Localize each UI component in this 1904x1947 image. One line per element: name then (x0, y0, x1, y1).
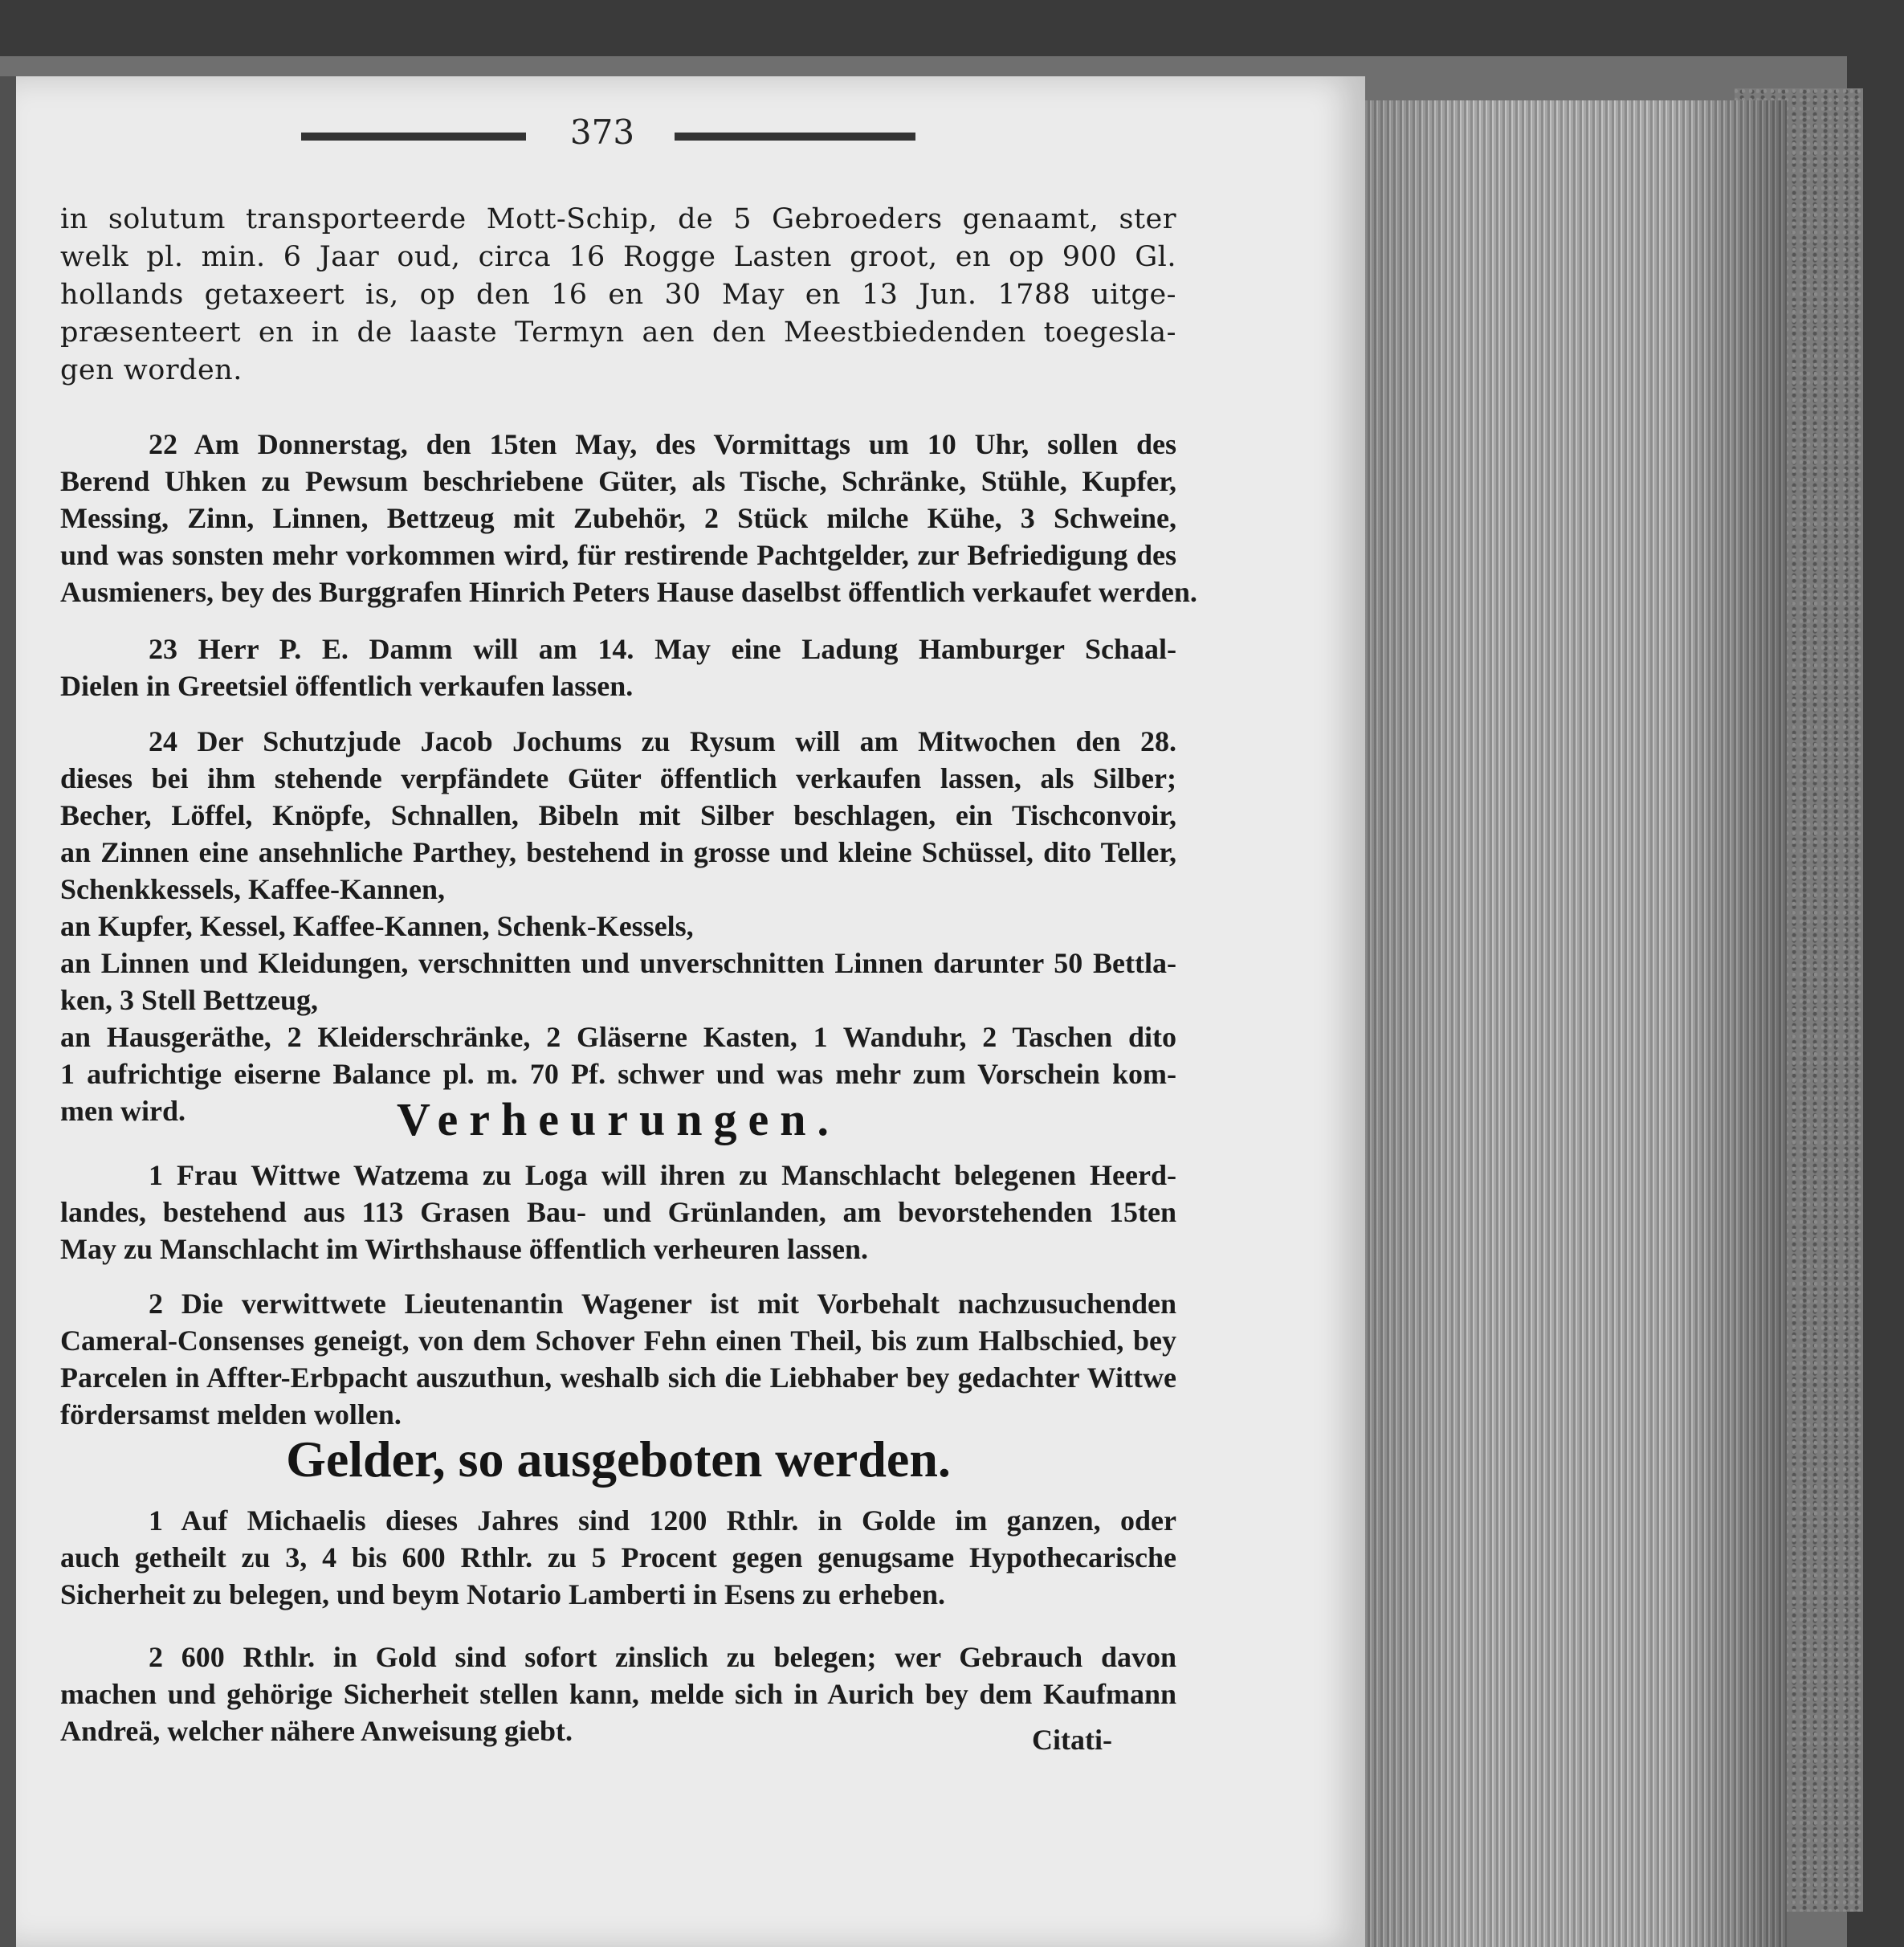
text-line: welk pl. min. 6 Jaar oud, circa 16 Rogge Lasten groot, en op 900 Gl. (60, 241, 1176, 273)
text-line: Andreä, welcher nähere Anweisung giebt. (60, 1715, 573, 1747)
text-line: dieses bei ihm stehende verpfändete Güter öffentlich verkaufen lassen, als Silber; (60, 762, 1176, 794)
text-line: May zu Manschlacht im Wirthshause öffentlich verheuren lassen. (60, 1233, 868, 1265)
text-line: 1 Auf Michaelis dieses Jahres sind 1200 Rthlr. in Golde im ganzen, oder (149, 1504, 1176, 1537)
text-line: Dielen in Greetsiel öffentlich verkaufen lassen. (60, 670, 634, 702)
lease-notice-2 (60, 1285, 1176, 1433)
lease-notice-1 (60, 1157, 1176, 1267)
text-line: an Zinnen eine ansehnliche Parthey, bestehend in grosse und kleine Schüssel, dito Teller, (60, 836, 1176, 868)
text-line: 23 Herr P. E. Damm will am 14. May eine Ladung Hamburger Schaal- (149, 633, 1176, 665)
text-line: hollands getaxeert is, op den 16 en 30 May en 13 Jun. 1788 uitge- (60, 279, 1176, 311)
catchword: Citati- (1032, 1724, 1112, 1756)
text-line: 24 Der Schutzjude Jacob Jochums zu Rysum will am Mitwochen den 28. (149, 725, 1176, 757)
text-line: Becher, Löffel, Knöpfe, Schnallen, Bibeln mit Silber beschlagen, ein Tischconvoir, (60, 799, 1176, 831)
continued-paragraph (60, 201, 1176, 390)
header-rule-left (301, 133, 526, 141)
page-block-shadow (1329, 100, 1787, 1947)
text-line: men wird. (60, 1095, 186, 1127)
section-heading-verheurungen: Verheurungen. (396, 1093, 841, 1145)
page-number: 373 (569, 112, 635, 152)
text-line: 1 Frau Wittwe Watzema zu Loga will ihren zu Manschlacht belegenen Heerd- (149, 1159, 1176, 1191)
money-notice-2 (60, 1639, 1176, 1749)
text-line: 1 aufrichtige eiserne Balance pl. m. 70 Pf. schwer und was mehr zum Vorschein kom- (60, 1058, 1176, 1090)
text-line: 2 Die verwittwete Lieutenantin Wagener ist mit Vorbehalt nachzusuchenden (149, 1288, 1176, 1320)
text-line: Sicherheit zu belegen, und beym Notario Lamberti in Esens zu erheben. (60, 1578, 945, 1610)
text-line: an Linnen und Kleidungen, verschnitten und unverschnitten Linnen darunter 50 Bettla- (60, 947, 1176, 979)
text-line: machen und gehörige Sicherheit stellen kann, melde sich in Aurich bey dem Kaufmann (60, 1678, 1176, 1710)
text-line: landes, bestehend aus 113 Grasen Bau- und Grünlanden, am bevorstehenden 15ten (60, 1196, 1176, 1228)
text-line: præsenteert en in de laaste Termyn aen den Meestbiedenden toegesla- (60, 316, 1176, 349)
text-line: in solutum transporteerde Mott-Schip, de 5 Gebroeders genaamt, ster (60, 203, 1176, 235)
text-line: fördersamst melden wollen. (60, 1398, 402, 1431)
text-line: und was sonsten mehr vorkommen wird, für restirende Pachtgelder, zur Befriedigung des (60, 539, 1176, 571)
section-heading-gelder: Gelder, so ausgeboten werden. (286, 1431, 951, 1488)
text-line: Berend Uhken zu Pewsum beschriebene Güter, als Tische, Schränke, Stühle, Kupfer, (60, 465, 1176, 497)
text-line: Ausmieners, bey des Burggrafen Hinrich Peters Hause daselbst öffentlich verkaufet werden. (60, 576, 1197, 608)
text-line: auch getheilt zu 3, 4 bis 600 Rthlr. zu 5 Procent gegen genugsame Hypothecarische (60, 1541, 1176, 1574)
text-line: Messing, Zinn, Linnen, Bettzeug mit Zubehör, 2 Stück milche Kühe, 3 Schweine, (60, 502, 1176, 534)
text-line: gen worden. (60, 354, 243, 386)
text-line: Cameral-Consenses geneigt, von dem Schover Fehn einen Theil, bis zum Halbschied, bey (60, 1325, 1176, 1357)
notice-23 (60, 631, 1176, 704)
header-rule-right (675, 133, 915, 141)
notice-24 (60, 723, 1176, 1129)
text-line: 22 Am Donnerstag, den 15ten May, des Vormittags um 10 Uhr, sollen des (149, 428, 1176, 460)
text-line: ken, 3 Stell Bettzeug, (60, 984, 318, 1016)
binding-edge (0, 76, 16, 1947)
text-line: an Kupfer, Kessel, Kaffee-Kannen, Schenk-Kessels, (60, 910, 694, 942)
text-line: 2 600 Rthlr. in Gold sind sofort zinslich zu belegen; wer Gebrauch davon (149, 1641, 1176, 1673)
text-line: an Hausgeräthe, 2 Kleiderschränke, 2 Gläserne Kasten, 1 Wanduhr, 2 Taschen dito (60, 1021, 1176, 1053)
notice-22 (60, 426, 1197, 610)
text-line: Schenkkessels, Kaffee-Kannen, (60, 873, 446, 905)
text-line: Parcelen in Affter-Erbpacht auszuthun, weshalb sich die Liebhaber bey gedachter Wittwe (60, 1361, 1176, 1394)
money-notice-1 (60, 1502, 1176, 1613)
